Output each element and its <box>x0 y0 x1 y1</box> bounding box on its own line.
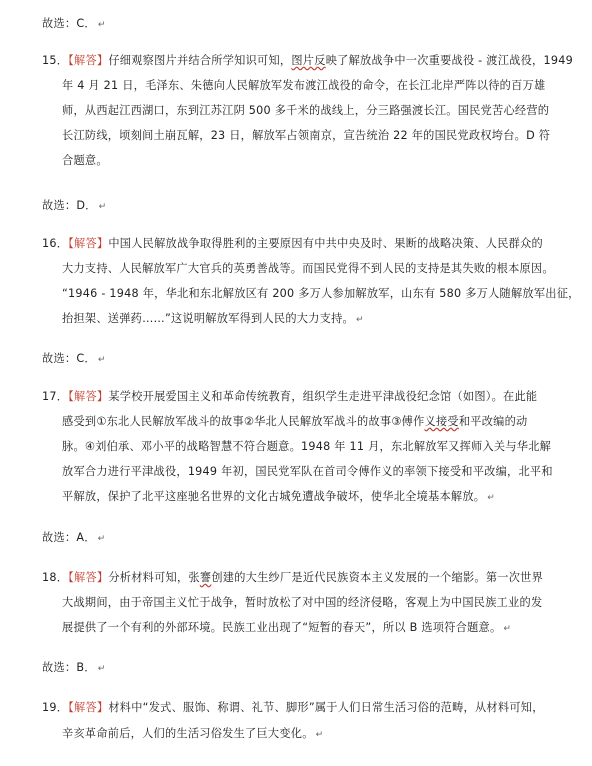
question-17-line-3: 脉。④刘伯承、邓小平的战略智慧不符合题意。1948 年 11 月，东北解放军又挥师入关与华北解 <box>62 440 552 453</box>
question-15-line-1: 15．【解答】仔细观察图片并结合所学知识可知，图片反映了解放战争中一次重要战役 - 渡江战役，1949 <box>42 54 573 67</box>
question-17-line-1: 17．【解答】某学校开展爱国主义和革命传统教育，组织学生走进平津战役纪念馆（如图）。在此能 <box>42 390 538 403</box>
answer-18: 故选：B． ↵ <box>42 661 106 674</box>
question-17-line-2: 感受到①东北人民解放军战斗的故事②华北人民解放军战斗的故事③傅作义接受和平改编的动 <box>62 415 528 428</box>
question-16-line-1: 16．【解答】中国人民解放战争取得胜利的主要原因有中共中央及时、果断的战略决策、人民群众的 <box>42 237 543 250</box>
question-16-line-4: 抬担架、送弹药……”这说明解放军得到人民的大力支持。 ↵ <box>62 312 364 325</box>
question-17-line-5: 平解放，保护了北平这座驰名世界的文化古城免遭战争破坏，使华北全境基本解放。 ↵ <box>62 490 495 503</box>
question-15-line-3: 师，从西起江西湖口，东到江苏江阴 500 多千米的战线上，分三路强渡长江。国民党苦心经营的 <box>62 104 550 117</box>
question-18-line-1: 18．【解答】分析材料可知，张謇创建的大生纱厂是近代民族资本主义发展的一个缩影。第一次世界 <box>42 571 544 584</box>
answer-15: 故选：D． ↵ <box>42 199 107 212</box>
question-15-line-2: 年 4 月 21 日，毛泽东、朱德向人民解放军发布渡江战役的命令，在长江北岸严阵以待的百万雄 <box>62 79 546 92</box>
question-17-line-4: 放军合力进行平津战役，1949 年初，国民党军队在首司令傅作义的率领下接受和平改编，北平和 <box>62 465 553 478</box>
question-16-line-3: “1946 - 1948 年，华北和东北解放区有 200 多万人参加解放军，山东有 580 多万人随解放军出征， <box>62 287 580 300</box>
answer-17: 故选：A． ↵ <box>42 531 106 544</box>
question-16-line-2: 大力支持、人民解放军广大官兵的英勇善战等。而国民党得不到人民的支持是其失败的根本原因。 <box>62 262 554 275</box>
question-15-line-5: 合题意。 <box>62 154 108 167</box>
question-19-line-1: 19．【解答】材料中“发式、服饰、称谓、礼节、脚形”属于人们日常生活习俗的范畴，从材料可知， <box>42 701 544 714</box>
question-15-line-4: 长江防线，顷刻间土崩瓦解，23 日，解放军占领南京，宣告统治 22 年的国民党政权垮台。D 符 <box>62 129 551 142</box>
answer-16: 故选：C． ↵ <box>42 352 106 365</box>
question-18-line-3: 展提供了一个有利的外部环境。民族工业出现了“短暂的春天”，所以 B 选项符合题意。 ↵ <box>62 621 512 634</box>
question-18-line-2: 大战期间，由于帝国主义忙于战争，暂时放松了对中国的经济侵略，客观上为中国民族工业的发 <box>62 596 543 609</box>
answer-14: 故选：C． ↵ <box>42 17 106 30</box>
question-19-line-2: 辛亥革命前后，人们的生活习俗发生了巨大变化。 ↵ <box>62 727 324 740</box>
